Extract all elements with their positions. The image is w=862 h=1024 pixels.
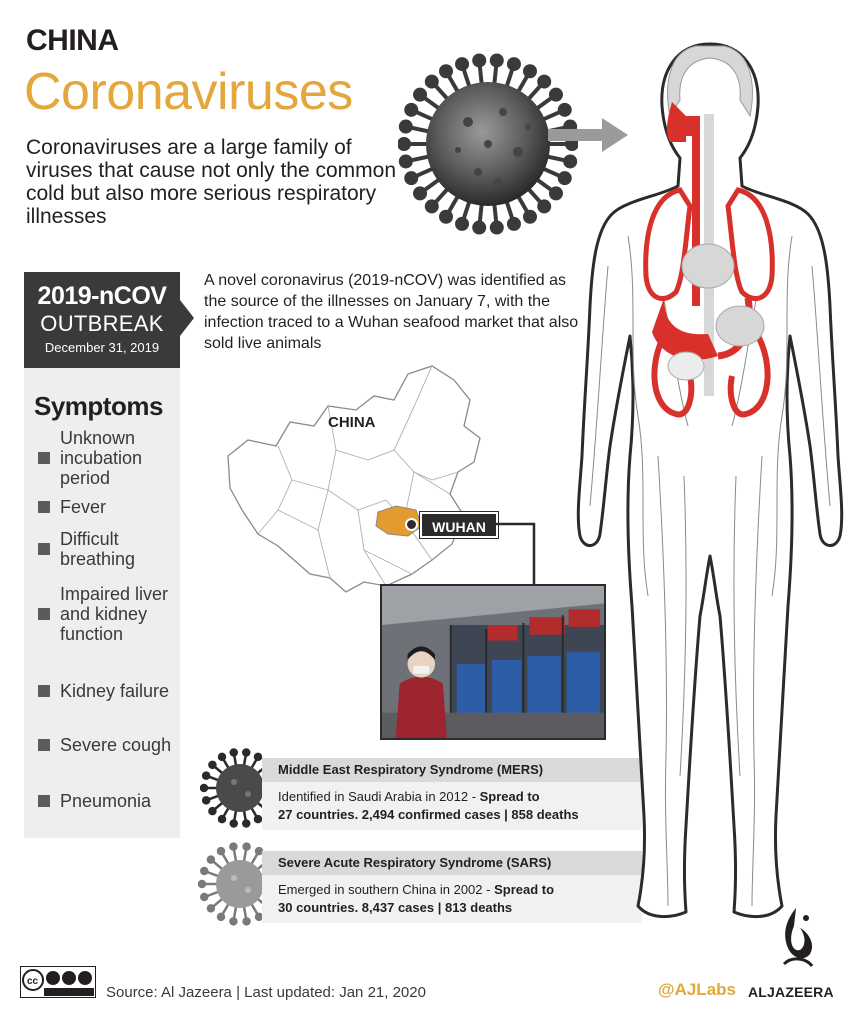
symptom-label: Kidney failure: [60, 681, 170, 701]
symptom-item: [38, 497, 178, 517]
page-title: Coronaviruses: [24, 63, 353, 121]
square-bullet-icon: [38, 685, 50, 697]
sars-title: Severe Acute Respiratory Syndrome (SARS): [262, 851, 642, 875]
china-map: [218, 360, 504, 600]
kicker-label: CHINA: [26, 24, 119, 57]
novel-coronavirus-text: A novel coronavirus (2019-nCOV) was identified as the source of the illnesses on January 7, with the infection traced to a Wuhan seafood market that also sold live animals: [204, 272, 579, 352]
sars-origin: Emerged in southern China in 2002 -: [278, 882, 495, 897]
outbreak-date: December 31, 2019: [44, 340, 160, 355]
symptom-label: Fever: [60, 497, 107, 517]
square-bullet-icon: [38, 452, 50, 464]
country-label: CHINA: [328, 414, 376, 431]
symptom-item: [38, 791, 178, 811]
outbreak-title: 2019-nCOV: [37, 282, 167, 310]
ajlabs-handle: @AJLabs: [658, 980, 736, 999]
symptom-label: Impaired liver and kidney function: [60, 584, 169, 644]
human-body-illustration: [568, 36, 852, 942]
symptoms-title: Symptoms: [34, 391, 163, 421]
square-bullet-icon: [38, 608, 50, 620]
creative-commons-icon: [20, 966, 96, 998]
square-bullet-icon: [38, 795, 50, 807]
mers-stats: 27 countries. 2,494 confirmed cases | 858 deaths: [278, 807, 579, 822]
outbreak-subtitle: OUTBREAK: [40, 311, 164, 336]
panel-notch: [180, 300, 194, 336]
symptom-item: [38, 529, 178, 569]
city-label: WUHAN: [420, 512, 498, 538]
connector-line: [496, 522, 536, 588]
mers-origin: Identified in Saudi Arabia in 2012 -: [278, 789, 480, 804]
square-bullet-icon: [38, 739, 50, 751]
sars-spread-label: Spread to: [494, 882, 555, 897]
square-bullet-icon: [38, 501, 50, 513]
symptom-item: [38, 428, 178, 488]
symptom-label: Pneumonia: [60, 791, 152, 811]
source-note: Source: Al Jazeera | Last updated: Jan 21, 2020: [106, 984, 426, 1001]
symptom-item: [38, 584, 178, 644]
wuhan-marker: [405, 518, 418, 531]
symptom-item: [38, 681, 178, 701]
svg-text:cc: cc: [27, 976, 39, 987]
symptom-label: Severe cough: [60, 735, 172, 755]
symptom-label: Unknown incubation period: [60, 428, 143, 488]
square-bullet-icon: [38, 543, 50, 555]
intro-text: Coronaviruses are a large family of viruses that cause not only the common cold but also more serious respiratory illnesses: [26, 136, 397, 228]
symptom-item: [38, 735, 178, 755]
mers-title: Middle East Respiratory Syndrome (MERS): [262, 758, 642, 782]
sars-stats: 30 countries. 8,437 cases | 813 deaths: [278, 900, 513, 915]
mers-spread-label: Spread to: [479, 789, 540, 804]
brand-name: ALJAZEERA: [748, 984, 834, 1000]
aljazeera-logo-icon: [766, 904, 826, 976]
symptom-label: Difficult breathing: [60, 529, 136, 569]
